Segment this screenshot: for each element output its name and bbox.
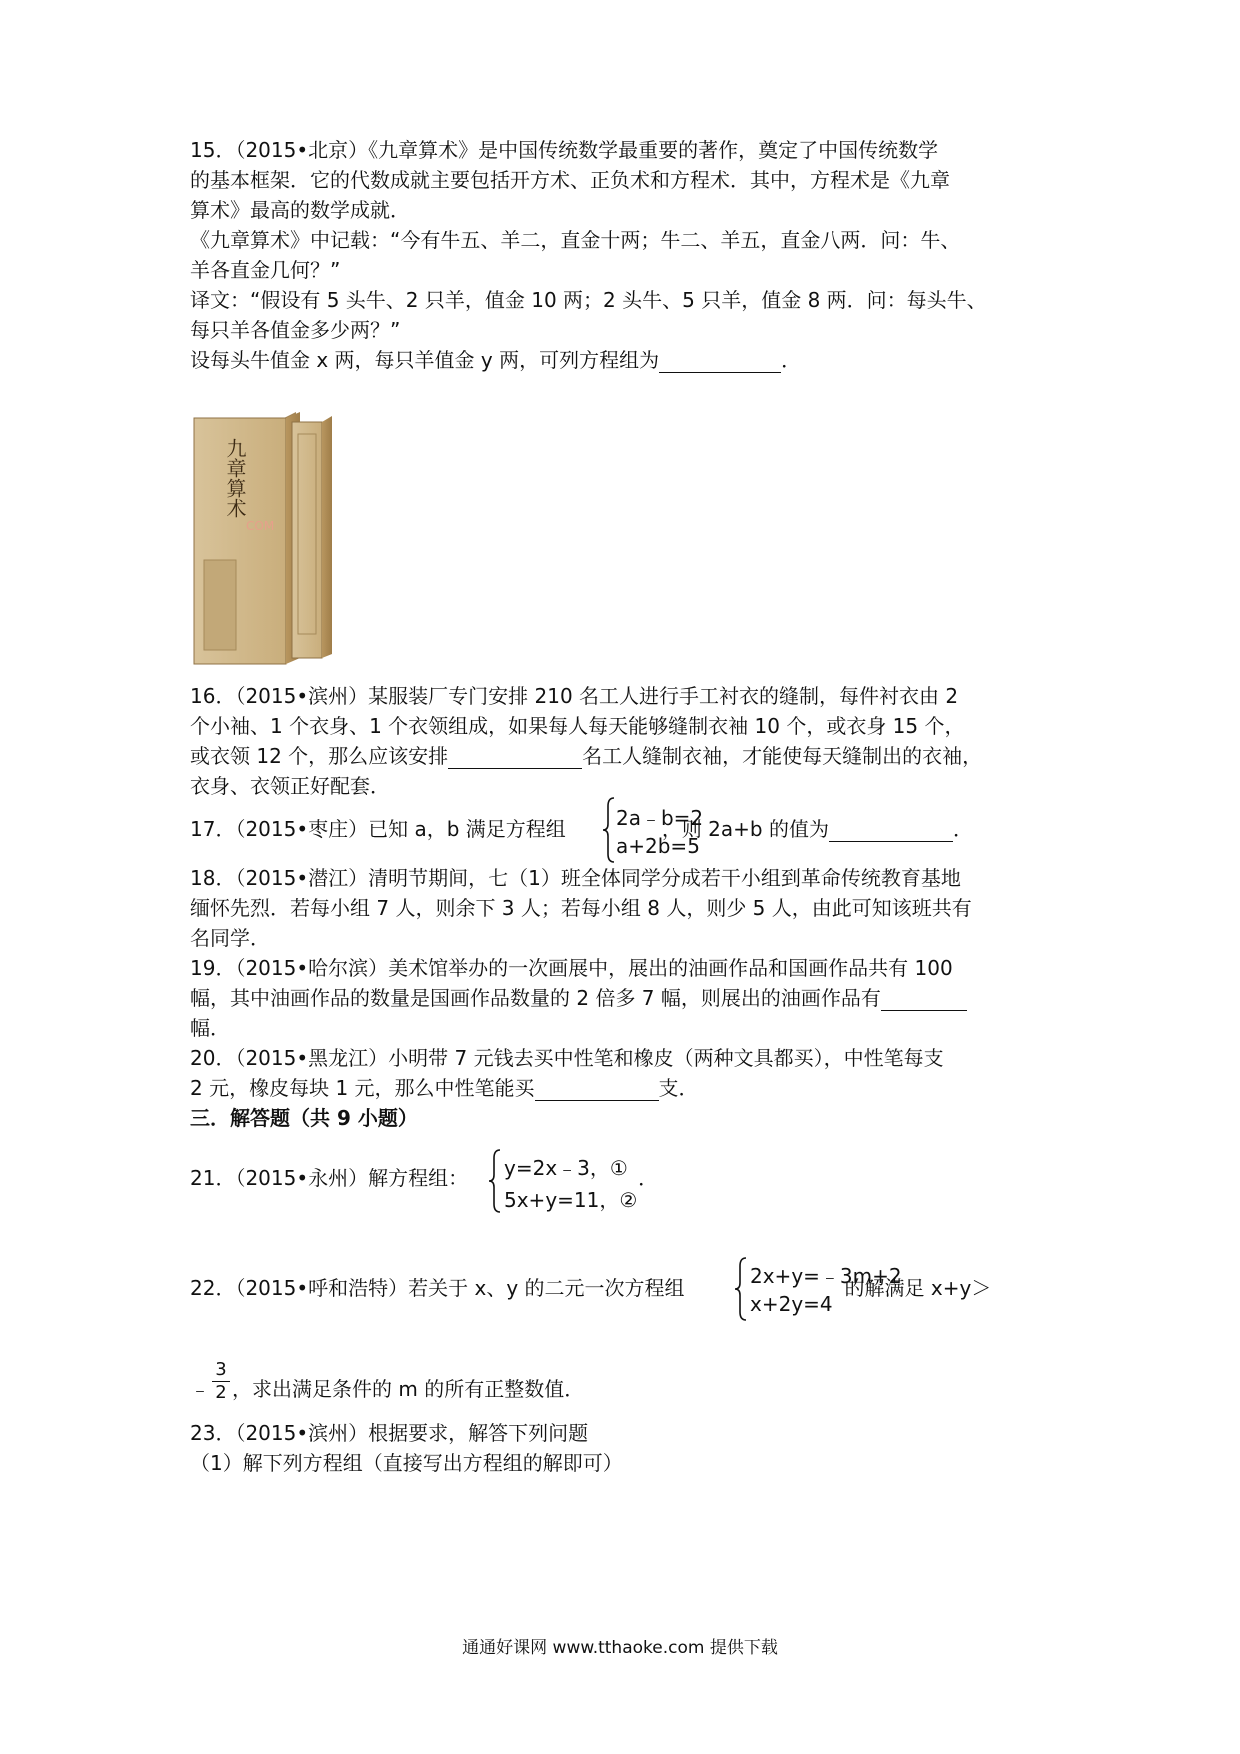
q17-equation-system <box>602 796 712 866</box>
q19-prompt: 幅，其中油画作品的数量是国画作品数量的 2 倍多 7 幅，则展出的油画作品有 <box>190 986 881 1010</box>
q15-line-4: 《九章算术》中记载：“今有牛五、羊二，直金十两；牛二、羊五，直金八两．问：牛、 <box>190 228 961 252</box>
q22-condition: 的解满足 x+y＞ <box>844 1276 992 1300</box>
q17-equation-2: a+2b=5 <box>616 834 700 858</box>
q22-equation-system <box>734 1256 902 1322</box>
q21-brace <box>488 1148 502 1214</box>
q22-brace <box>734 1256 748 1322</box>
q16-prompt-rest: 名工人缝制衣袖，才能使每天缝制出的衣袖， <box>582 744 983 768</box>
book-image <box>188 410 336 666</box>
q17-answer-end: ． <box>952 817 973 841</box>
q19-line-2 <box>190 985 967 1011</box>
q23-line-2: （1）解下列方程组（直接写出方程组的解即可） <box>190 1451 623 1475</box>
q22-fraction-denominator: 2 <box>215 1382 227 1403</box>
q21-equation-system <box>488 1148 648 1214</box>
q16-answer-blank[interactable] <box>448 746 582 769</box>
book-illustration <box>188 410 336 666</box>
q22-fraction <box>212 1360 230 1403</box>
q16-line-3 <box>190 743 982 769</box>
q22-rest: ，求出满足条件的 m 的所有正整数值． <box>232 1377 585 1401</box>
q16-prompt: 或衣领 12 个，那么应该安排 <box>190 744 449 768</box>
q17-prompt-rest: ，则 2a+b 的值为 <box>661 817 829 841</box>
page-footer: 通通好课网 www.tthaoke.com 提供下载 <box>462 1638 778 1658</box>
q22-line-2 <box>190 1376 584 1402</box>
q20-prompt: 2 元，橡皮每块 1 元，那么中性笔能买 <box>190 1076 535 1100</box>
q15-answer-end: ． <box>781 348 802 372</box>
q21-equation-1: y=2x﹣3，① <box>504 1156 628 1180</box>
q20-line-1: 20．（2015•黑龙江）小明带 7 元钱去买中性笔和橡皮（两种文具都买），中性笔每支 <box>190 1046 944 1070</box>
q22-equation-1: 2x+y=﹣3m+2 <box>750 1264 902 1288</box>
q19-answer-blank[interactable] <box>881 988 967 1011</box>
q17-equation-1: 2a﹣b=2 <box>616 806 704 830</box>
q15-answer-blank[interactable] <box>659 350 781 373</box>
q21-equation-2: 5x+y=11，② <box>504 1188 638 1212</box>
q15-line-2: 的基本框架．它的代数成就主要包括开方术、正负术和方程术．其中，方程术是《九章 <box>190 168 950 192</box>
q20-answer-blank[interactable] <box>535 1078 659 1101</box>
q22-minus-sign: ﹣ <box>190 1377 210 1401</box>
q15-answer-prompt: 设每头牛值金 x 两，每只羊值金 y 两，可列方程组为 <box>190 348 660 372</box>
q20-prompt-end: 支． <box>658 1076 699 1100</box>
q18-line-1: 18．（2015•潜江）清明节期间，七（1）班全体同学分成若干小组到革命传统教育基地 <box>190 866 961 890</box>
q17-prompt: 17．（2015•枣庄）已知 a，b 满足方程组 <box>190 817 566 841</box>
q16-line-4: 衣身、衣领正好配套． <box>190 774 390 798</box>
q22-prompt: 22．（2015•呼和浩特）若关于 x、y 的二元一次方程组 <box>190 1276 685 1300</box>
book-watermark: COM <box>246 519 275 533</box>
section-heading: 三．解答题（共 9 小题） <box>190 1106 418 1130</box>
q19-line-1: 19．（2015•哈尔滨）美术馆举办的一次画展中，展出的油画作品和国画作品共有 100 <box>190 956 953 980</box>
q22-fraction-numerator: 3 <box>215 1359 227 1380</box>
q15-line-1: 15．（2015•北京）《九章算术》是中国传统数学最重要的著作，奠定了中国传统数学 <box>190 138 939 162</box>
q15-line-3: 算术》最高的数学成就． <box>190 198 410 222</box>
q18-line-3: 名同学． <box>190 926 270 950</box>
q15-line-6: 译文：“假设有 5 头牛、2 只羊，值金 10 两；2 头牛、5 只羊，值金 8 两．问：每头牛、 <box>190 288 987 312</box>
q22-equation-2: x+2y=4 <box>750 1292 833 1316</box>
q16-line-1: 16．（2015•滨州）某服装厂专门安排 210 名工人进行手工衬衣的缝制，每件衬衣由 2 <box>190 684 959 708</box>
q17-brace <box>602 796 616 864</box>
q17-text <box>190 816 973 842</box>
q15-line-7: 每只羊各值金多少两？” <box>190 318 401 342</box>
q21-end: ． <box>638 1166 659 1190</box>
q21-prompt: 21．（2015•永州）解方程组： <box>190 1166 469 1190</box>
q15-answer-line <box>190 347 801 373</box>
q15-line-5: 羊各直金几何？” <box>190 258 341 282</box>
q23-line-1: 23．（2015•滨州）根据要求，解答下列问题 <box>190 1421 589 1445</box>
q18-line-2: 缅怀先烈．若每小组 7 人，则余下 3 人；若每小组 8 人，则少 5 人，由此可知该班共有 <box>190 896 972 920</box>
q17-answer-blank[interactable] <box>829 819 953 842</box>
q19-line-3: 幅． <box>190 1016 230 1040</box>
book-title-text: 九章算术 <box>223 438 247 518</box>
q20-line-2 <box>190 1075 699 1101</box>
q16-line-2: 个小袖、1 个衣身、1 个衣领组成，如果每人每天能够缝制衣袖 10 个，或衣身 15 个， <box>190 714 965 738</box>
